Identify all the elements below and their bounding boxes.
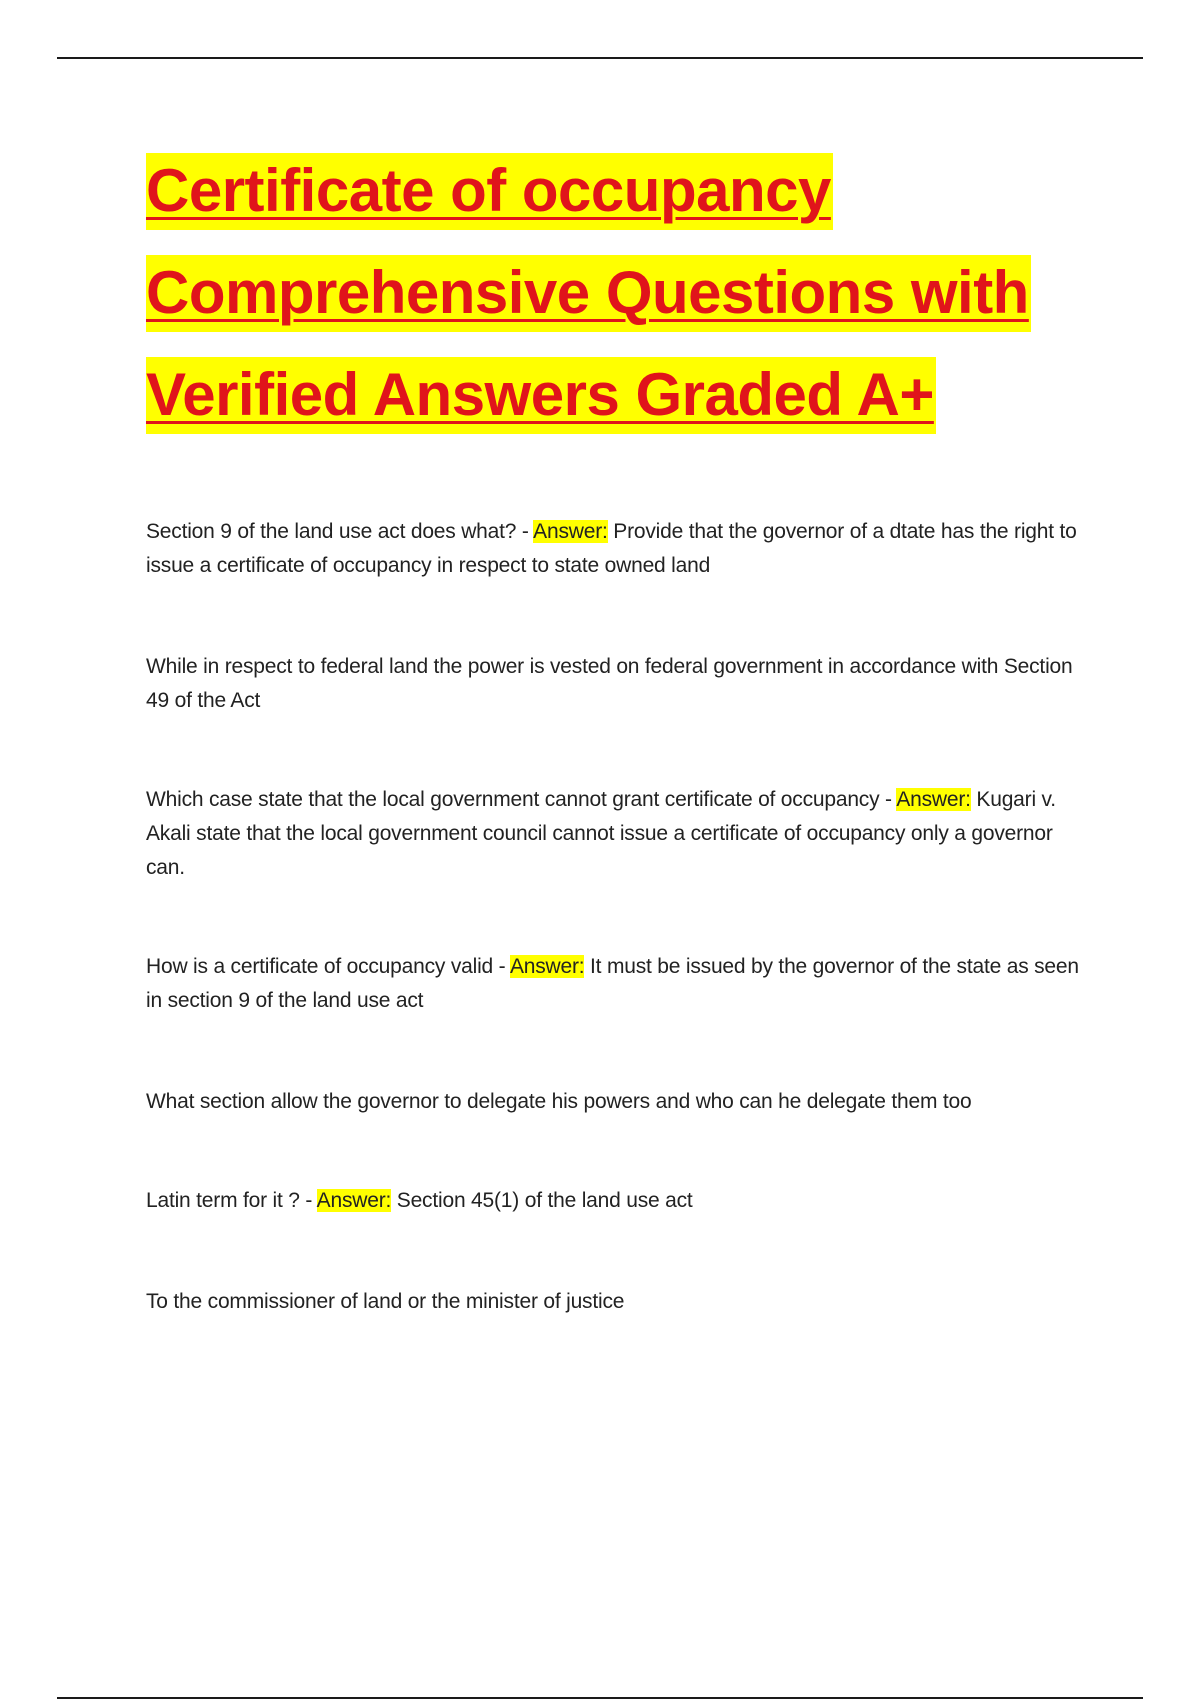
qa-paragraph-section-9 [146,515,1086,583]
paragraph-text: What section allow the governor to delegate his powers and who can he delegate them too [146,1090,972,1113]
footer-rule [57,1697,1143,1699]
question-text: Which case state that the local government cannot grant certificate of occupancy - [146,788,897,811]
title-line-1: Certificate of occupancy [146,153,833,230]
answer-label: Answer: [533,520,608,543]
qa-paragraph-local-government [146,783,1086,885]
paragraph-federal-land [146,650,1086,718]
header-rule [57,57,1143,59]
answer-text: Provide that the governor of a dtate has the right to issue a certificate of occupancy in respect to state owned land [146,520,1077,577]
paragraph-text: While in respect to federal land the power is vested on federal government in accordance with Section 49 of the Act [146,655,1073,712]
document-title [146,140,1146,446]
answer-label: Answer: [316,1189,392,1212]
answer-text: Kugari v. Akali state that the local government council cannot issue a certificate of occupancy only a governor can. [146,788,1056,879]
qa-paragraph-latin-term [146,1184,1086,1218]
title-line-3: Verified Answers Graded A+ [146,357,936,434]
answer-label: Answer: [509,955,585,978]
title-line-2: Comprehensive Questions with [146,255,1031,332]
answer-text: Section 45(1) of the land use act [391,1189,693,1212]
question-text: Section 9 of the land use act does what? - [146,520,534,543]
qa-paragraph-validity [146,950,1086,1018]
question-text: Latin term for it ? - [146,1189,317,1212]
question-text: How is a certificate of occupancy valid - [146,955,510,978]
answer-text: It must be issued by the governor of the state as seen in section 9 of the land use act [146,955,1079,1012]
paragraph-delegation [146,1085,1086,1119]
paragraph-commissioner [146,1285,1086,1319]
paragraph-text: To the commissioner of land or the minister of justice [146,1290,625,1313]
answer-label: Answer: [896,788,971,811]
